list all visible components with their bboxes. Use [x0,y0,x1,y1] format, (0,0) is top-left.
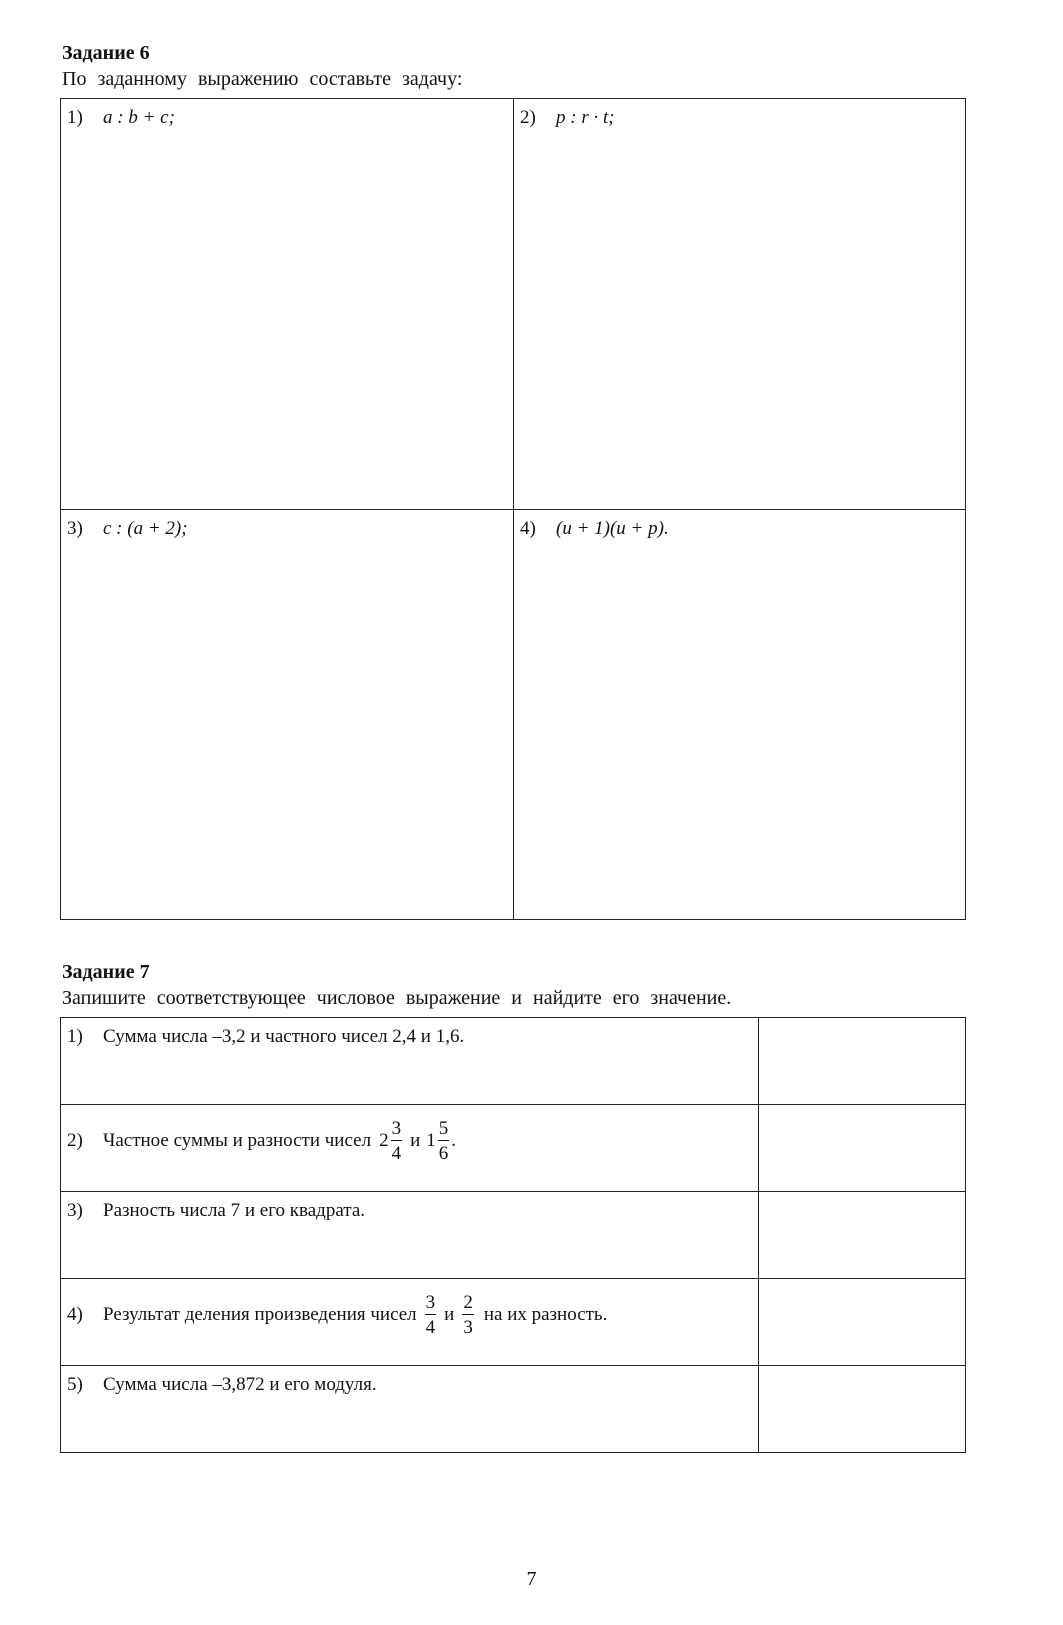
denominator: 3 [463,1317,473,1338]
item-number: 2) [67,1130,83,1151]
mixed-number-whole: 2 [379,1130,389,1151]
expression: (u + 1)(u + p). [556,518,669,539]
numerator: 3 [425,1292,436,1313]
answer-cell-4[interactable] [759,1279,966,1366]
task6-table [60,98,966,920]
question-text: Сумма числа –3,872 и его модуля. [103,1374,377,1395]
task7-question-2 [61,1105,759,1192]
task6-cell-3[interactable] [61,510,514,920]
task7-table [60,1017,966,1453]
conjunction: и [410,1130,421,1151]
conjunction: и [444,1304,455,1325]
item-number: 4) [520,518,536,539]
expression: a : b + c; [103,107,175,128]
item-number: 2) [520,107,536,128]
question-text: Частное суммы и разности чисел [103,1130,372,1151]
answer-cell-2[interactable] [759,1105,966,1192]
page-number: 7 [526,1568,537,1590]
question-text-end: на их разность. [483,1304,608,1325]
task7-question-5 [61,1366,759,1453]
fraction [391,1119,403,1163]
task7-question-4 [61,1279,759,1366]
fraction [438,1119,450,1163]
item-number: 3) [67,518,83,539]
fraction [425,1293,437,1337]
punctuation: . [451,1130,456,1151]
task7-question-1 [61,1018,759,1105]
table-row [61,1105,966,1192]
denominator: 4 [425,1317,436,1338]
denominator: 6 [438,1143,449,1164]
task6-cell-2[interactable] [514,99,966,510]
task6-cell-4[interactable] [514,510,966,920]
numerator: 3 [391,1118,402,1139]
question-text: Сумма числа –3,2 и частного чисел 2,4 и 1,6. [103,1026,465,1047]
answer-cell-5[interactable] [759,1366,966,1453]
numerator: 2 [463,1292,473,1313]
task7-instruction: Запишите соответствующее числовое выражение и найдите его значение. [62,987,732,1009]
table-row [61,1366,966,1453]
fraction [462,1293,474,1337]
item-number: 4) [67,1304,83,1325]
task6-instruction: По заданному выражению составьте задачу: [62,68,463,90]
mixed-number-whole: 1 [426,1130,436,1151]
task6-heading: Задание 6 [62,42,150,64]
table-row [61,1192,966,1279]
task7-heading: Задание 7 [62,961,150,983]
answer-cell-1[interactable] [759,1018,966,1105]
table-row [61,1279,966,1366]
denominator: 4 [391,1143,402,1164]
question-text: Результат деления произведения чисел [103,1304,417,1325]
item-number: 1) [67,107,83,128]
item-number: 5) [67,1374,83,1395]
item-number: 1) [67,1026,83,1047]
answer-cell-3[interactable] [759,1192,966,1279]
task6-cell-1[interactable] [61,99,514,510]
task7-question-3 [61,1192,759,1279]
numerator: 5 [438,1118,449,1139]
expression: p : r · t; [556,107,615,128]
question-text: Разность числа 7 и его квадрата. [103,1200,366,1221]
item-number: 3) [67,1200,83,1221]
table-row [61,1018,966,1105]
expression: c : (a + 2); [103,518,188,539]
